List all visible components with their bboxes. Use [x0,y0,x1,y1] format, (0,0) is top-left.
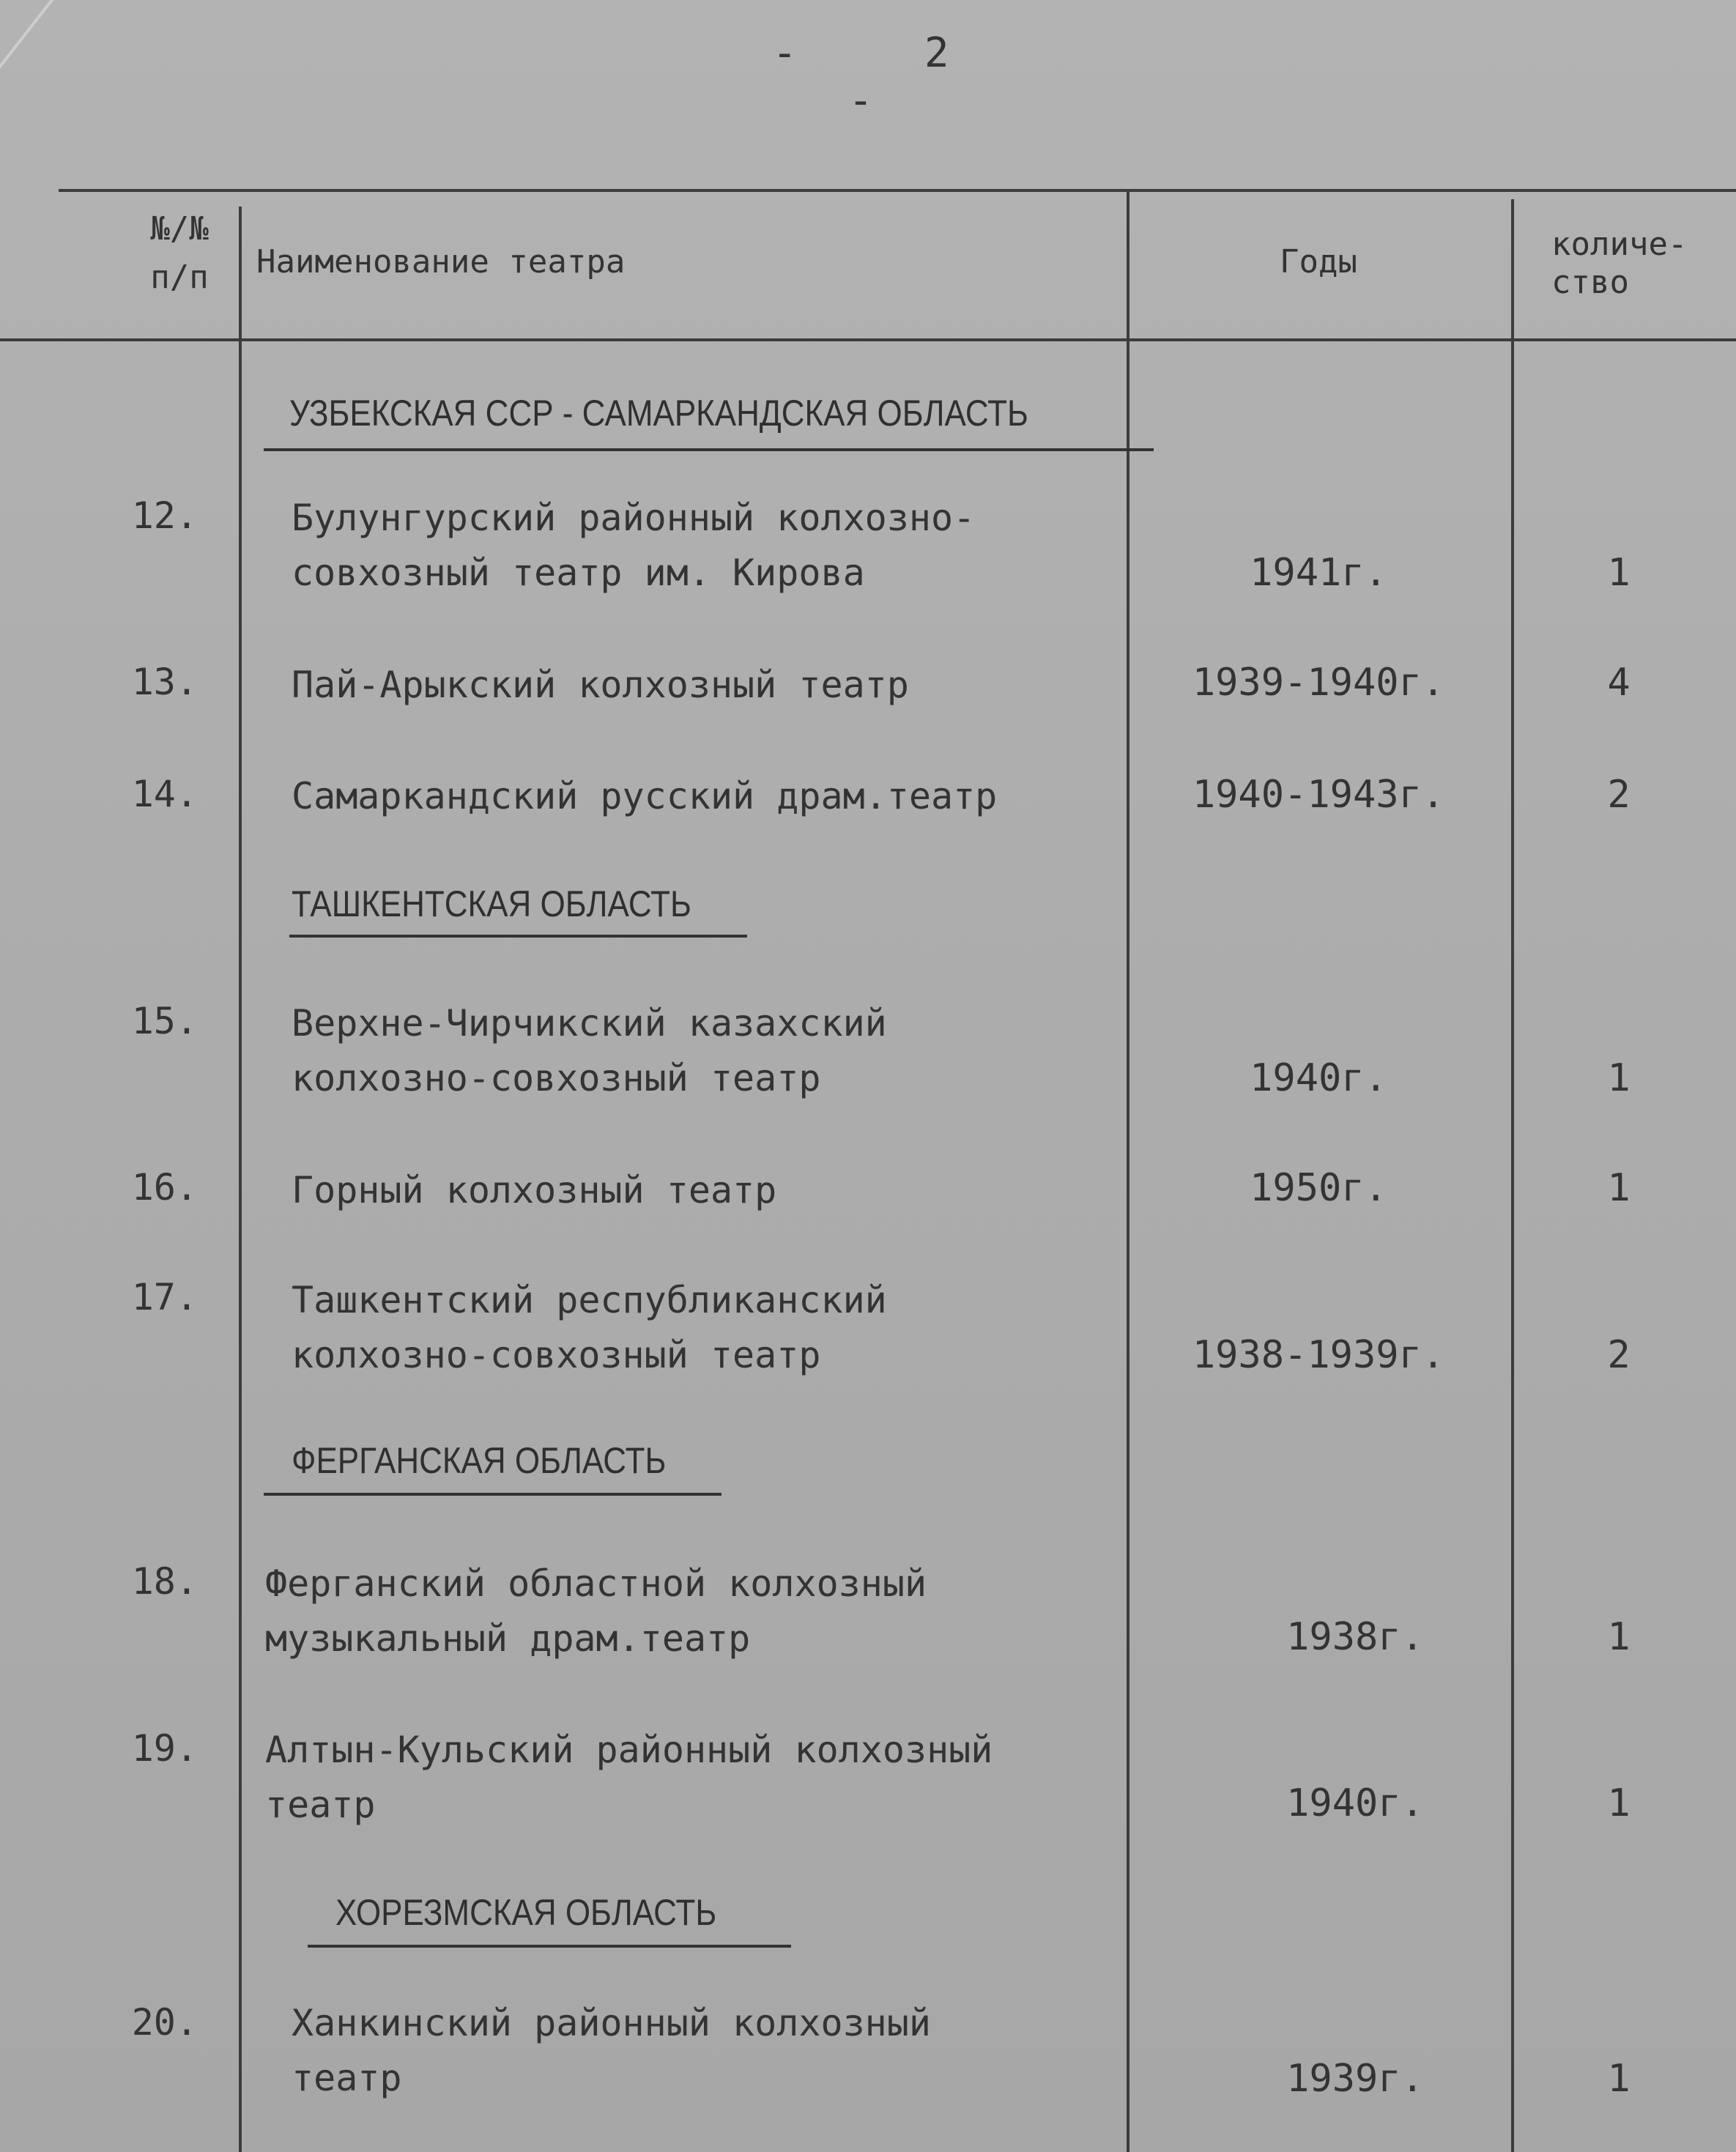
row-number: 15. [131,1000,198,1042]
section-title: ТАШКЕНТСКАЯ ОБЛАСТЬ [292,883,691,924]
row-years: 1941г. [1250,551,1387,595]
header-name: Наименование театра [256,243,626,281]
page-number: - 2 - [772,29,1001,125]
row-quantity: 1 [1607,551,1631,595]
row-quantity: 1 [1607,1615,1631,1659]
row-theatre-name: Булунгурский районный колхозно- совхозный театр им. Кирова [292,497,976,594]
row-theatre-name: Горный колхозный театр [292,1169,777,1212]
row-years: 1939-1940г. [1192,661,1445,705]
row-number: 12. [131,494,198,537]
row-number: 17. [131,1276,198,1318]
section-title: ФЕРГАНСКАЯ ОБЛАСТЬ [292,1440,667,1481]
row-number: 19. [131,1727,198,1770]
row-quantity: 4 [1607,661,1631,705]
row-theatre-name: Ханкинский районный колхозный театр [292,2002,931,2099]
row-theatre-name: Ташкентский республиканский колхозно-совхозный театр [292,1279,887,1376]
row-years: 1940г. [1286,1781,1424,1825]
row-quantity: 1 [1607,1781,1631,1825]
header-quantity: количе- ство [1551,226,1688,301]
row-years: 1938-1939г. [1192,1333,1445,1377]
row-quantity: 2 [1607,1333,1631,1377]
section-underline [308,1945,791,1948]
row-theatre-name: Пай-Арыкский колхозный театр [292,664,909,706]
row-quantity: 1 [1607,1056,1631,1100]
row-theatre-name: Верхне-Чирчикский казахский колхозно-совхозный театр [292,1002,887,1099]
column-divider-years [1511,199,1514,2152]
header-years: Годы [1280,243,1357,281]
row-number: 20. [131,2001,198,2044]
row-number: 18. [131,1560,198,1603]
row-theatre-name: Алтын-Кульский районный колхозный театр [265,1729,993,1826]
row-number: 14. [131,773,198,815]
section-underline [264,1493,722,1496]
row-number: 16. [131,1166,198,1209]
header-bottom-border [0,338,1736,341]
column-divider-number [239,207,242,2152]
section-underline [289,935,747,938]
row-years: 1939г. [1286,2057,1424,2101]
row-number: 13. [131,661,198,703]
row-quantity: 2 [1607,773,1631,817]
section-title: УЗБЕКСКАЯ ССР - САМАРКАНДСКАЯ ОБЛАСТЬ [289,393,1028,434]
row-quantity: 1 [1607,1166,1631,1210]
row-years: 1938г. [1286,1615,1424,1659]
section-title: ХОРЕЗМСКАЯ ОБЛАСТЬ [335,1892,717,1933]
section-underline [264,448,1154,451]
row-theatre-name: Ферганский областной колхозный музыкальный драм.театр [265,1562,927,1660]
row-theatre-name: Самаркандский русский драм.театр [292,775,998,817]
header-number: №/№ п/п [150,210,209,296]
row-years: 1940-1943г. [1192,773,1445,817]
row-years: 1950г. [1250,1166,1387,1210]
row-years: 1940г. [1250,1056,1387,1100]
table-top-border [59,189,1736,192]
paper-fold-mark [0,0,161,105]
row-quantity: 1 [1607,2057,1631,2101]
